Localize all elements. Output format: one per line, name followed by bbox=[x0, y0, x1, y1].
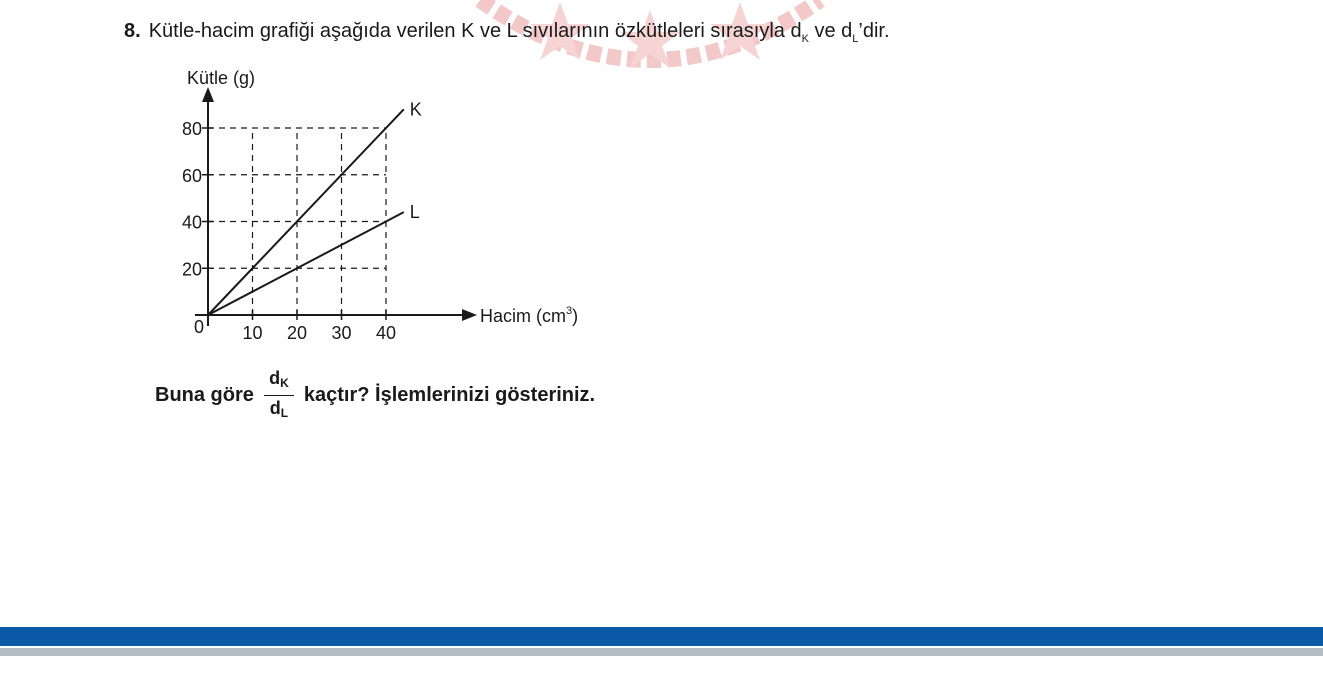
fraction-denominator bbox=[270, 398, 288, 423]
y-axis-label: Kütle (g) bbox=[187, 68, 256, 88]
denominator-sub: L bbox=[280, 406, 289, 420]
x-tick-label-10: 10 bbox=[242, 323, 263, 343]
footer-band-gray bbox=[0, 648, 1323, 656]
y-tick-label-60: 60 bbox=[181, 165, 202, 186]
prompt-text bbox=[155, 368, 595, 423]
series-label-l: L bbox=[409, 202, 420, 223]
subscript-k: K bbox=[801, 33, 809, 45]
question-text-after: ’dir. bbox=[858, 20, 890, 42]
question-text-mid: ve d bbox=[808, 20, 853, 42]
x-tick-label-30: 30 bbox=[331, 323, 352, 343]
denominator-d: d bbox=[269, 398, 281, 418]
y-tick-label-80: 80 bbox=[181, 119, 202, 139]
series-line-k bbox=[208, 109, 404, 315]
chart-series bbox=[208, 99, 422, 315]
x-tick-label-40: 40 bbox=[375, 323, 397, 343]
x-tick-label-20: 20 bbox=[286, 323, 308, 343]
question-number: 8. bbox=[124, 20, 141, 42]
y-tick-label-40: 40 bbox=[181, 212, 202, 233]
numerator-sub: K bbox=[280, 376, 289, 390]
fraction-numerator bbox=[269, 368, 289, 393]
series-label-k: K bbox=[409, 99, 422, 120]
numerator-d: d bbox=[269, 368, 281, 388]
chart-axes bbox=[195, 87, 477, 326]
footer-band-blue bbox=[0, 627, 1323, 646]
y-axis-arrow bbox=[202, 87, 214, 102]
x-axis-label-close: ) bbox=[572, 306, 579, 326]
series-line-l bbox=[208, 212, 404, 315]
x-axis-label bbox=[480, 305, 578, 326]
mass-volume-chart bbox=[0, 0, 700, 360]
x-axis-arrow bbox=[462, 309, 477, 321]
x-axis-label-sup: 3 bbox=[566, 305, 573, 317]
subscript-l: L bbox=[852, 33, 859, 45]
origin-label: 0 bbox=[194, 317, 205, 337]
question-text-before: Kütle-hacim grafiği aşağıda verilen K ve L sıvılarının özkütleleri sırasıyla d bbox=[148, 20, 802, 42]
prompt-before: Buna göre bbox=[155, 384, 254, 406]
prompt-after: kaçtır? İşlemlerinizi gösteriniz. bbox=[303, 384, 596, 406]
density-ratio-fraction bbox=[264, 368, 294, 423]
y-tick-label-20: 20 bbox=[181, 259, 202, 280]
x-axis-label-text: Hacim (cm bbox=[480, 306, 566, 326]
fraction-bar bbox=[264, 395, 294, 396]
